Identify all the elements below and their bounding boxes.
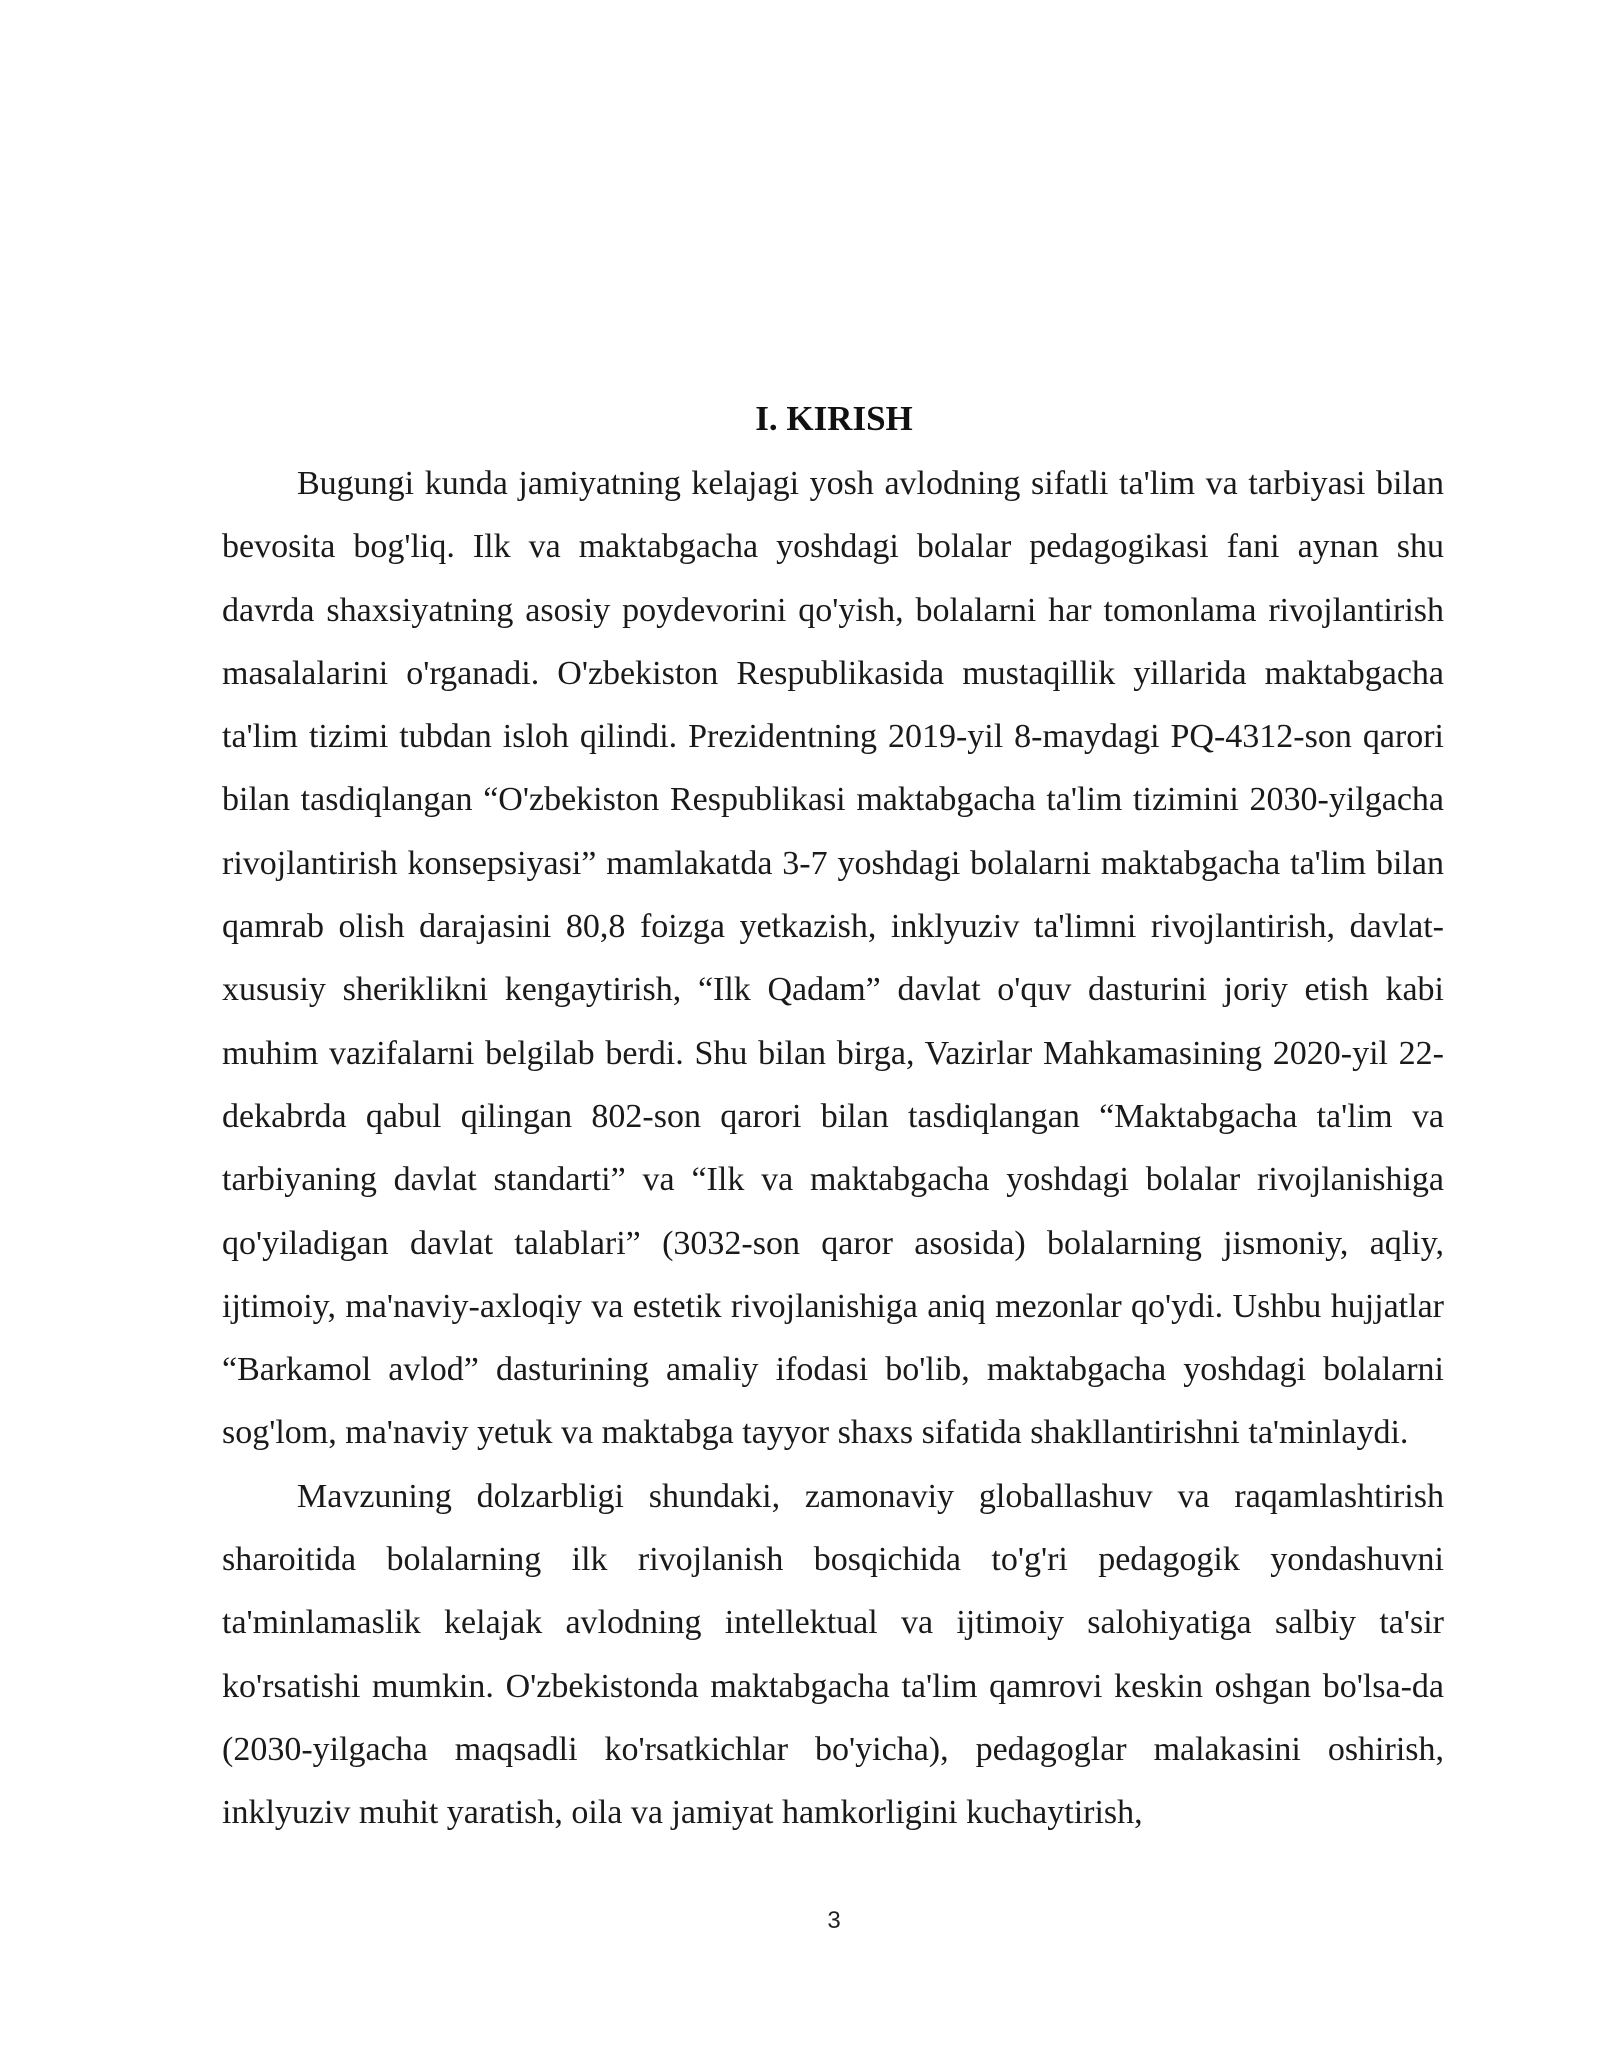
body-text	[222, 452, 1444, 1845]
section-heading: I. KIRISH	[755, 399, 913, 438]
paragraph-introduction: Bugungi kunda jamiyatning kelajagi yosh avlodning sifatli ta'lim va tarbiyasi bilan bevosita bog'liq. Ilk va maktabgacha yoshdagi bolalar pedagogikasi fani aynan shu davrda shaxsiyatning asosiy poydevorini qo'yish, bolalarni har tomonlama rivojlantirish masalalarini o'rganadi. O'zbekiston Respublikasida mustaqillik yillarida maktabgacha ta'lim tizimi tubdan isloh qilindi. Prezidentning 2019-yil 8-maydagi PQ-4312-son qarori bilan tasdiqlangan “O'zbekiston Respublikasi maktabgacha ta'lim tizimini 2030-yilgacha rivojlantirish konsepsiyasi” mamlakatda 3-7 yoshdagi bolalarni maktabgacha ta'lim bilan qamrab olish darajasini 80,8 foizga yetkazish, inklyuziv ta'limni rivojlantirish, davlat-xususiy sheriklikni kengaytirish, “Ilk Qadam” davlat o'quv dasturini joriy etish kabi muhim vazifalarni belgilab berdi. Shu bilan birga, Vazirlar Mahkamasining 2020-yil 22-dekabrda qabul qilingan 802-son qarori bilan tasdiqlangan “Maktabgacha ta'lim va tarbiyaning davlat standarti” va “Ilk va maktabgacha yoshdagi bolalar rivojlanishiga qo'yiladigan davlat talablari” (3032-son qaror asosida) bolalarning jismoniy, aqliy, ijtimoiy, ma'naviy-axloqiy va estetik rivojlanishiga aniq mezonlar qo'ydi. Ushbu hujjatlar “Barkamol avlod” dasturining amaliy ifodasi bo'lib, maktabgacha yoshdagi bolalarni sog'lom, ma'naviy yetuk va maktabga tayyor shaxs sifatida shakllantirishni ta'minlaydi.	[222, 465, 1444, 1452]
paragraph-relevance: Mavzuning dolzarbligi shundaki, zamonaviy globallashuv va raqamlashtirish sharoitida bolalarning ilk rivojlanish bosqichida to'g'ri pedagogik yondashuvni ta'minlamaslik kelajak avlodning intellektual va ijtimoiy salohiyatiga salbiy ta'sir ko'rsatishi mumkin. O'zbekistonda maktabgacha ta'lim qamrovi keskin oshgan bo'lsa-da (2030-yilgacha maqsadli ko'rsatkichlar bo'yicha), pedagoglar malakasini oshirish, inklyuziv muhit yaratish, oila va jamiyat hamkorligini kuchaytirish,	[222, 1477, 1444, 1832]
page-number: 3	[827, 1907, 841, 1934]
